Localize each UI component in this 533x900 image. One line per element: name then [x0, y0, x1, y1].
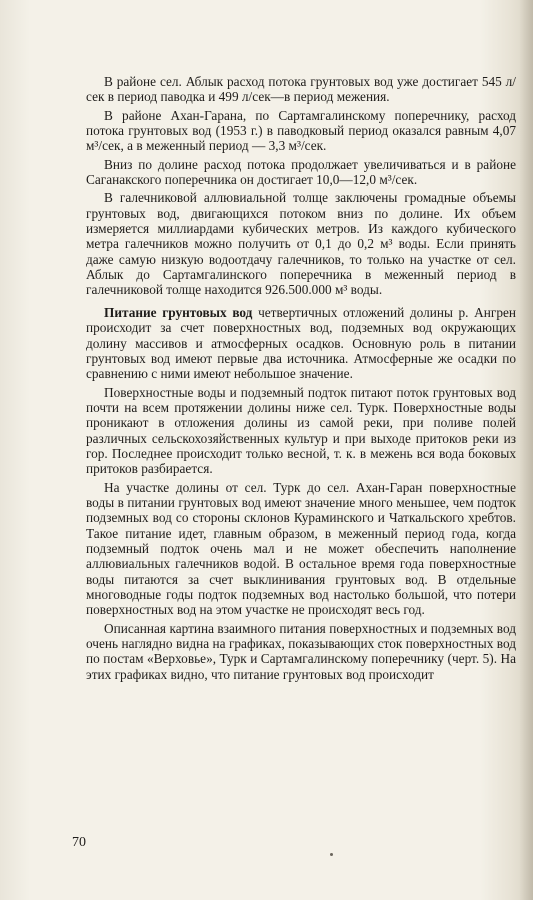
paragraph-2: В районе Ахан-Гарана, по Сартамгалинскому поперечнику, расход потока грунтовых вод (1953 г.) в паводковый период оказался равным 4,07 м³/сек, а в меженный период — 3,3 м³/сек. — [86, 107, 516, 154]
inline-heading: Питание грунтовых вод — [104, 304, 253, 320]
page-number: 70 — [72, 835, 86, 850]
document-body — [86, 74, 516, 682]
paragraph-4: В галечниковой аллювиальной толще заключены громадные объемы грунтовых вод, двигающихся потоком вниз по долине. Их объем измеряется миллиардами кубических метров. Из каждого кубического метра галечников можно получить от 0,1 до 0,2 м³ воды. Если принять даже самую низкую водоотдачу галечников, то только на участке от сел. Аблык до Сартамгалинского поперечника в меженный период в галечниковой толще находится 926.500.000 м³ воды. — [86, 190, 516, 298]
paragraph-7: На участке долины от сел. Турк до сел. Ахан-Гаран поверхностные воды в питании грунтовых вод имеют значение много меньшее, чем подток подземных вод со стороны склонов Кураминского и Чаткальского хребтов. Такое питание идет, главным образом, в меженный период года, когда подземный подток очень мал и не может обеспечить наполнение аллювиальных галечников водой. В остальное время года поверхностные воды питаются за счет выклинивания грунтовых вод. В отдельные многоводные годы подток подземных вод настолько большой, что потери поверхностных вод на этом участке не происходят весь год. — [86, 479, 516, 618]
paragraph-5-text: четвертичных отложений долины р. Ангрен происходит за счет поверхностных вод, подземных вод окружающих долину массивов и атмосферных осадков. Основную роль в питании грунтовых вод имеют первые два источника. Атмосферные же осадки по сравнению с ними имеют небольшое значение. — [86, 304, 516, 382]
paragraph-6: Поверхностные воды и подземный подток питают поток грунтовых вод почти на всем протяжении долины ниже сел. Турк. Поверхностные воды проникают в отложения долины из самой реки, при поливе полей различных сельскохозяйственных культур и при выходе притоков реки из гор. Последнее происходит только весной, т. к. в межень вся вода боковых притоков разбирается. — [86, 384, 516, 477]
paragraph-1: В районе сел. Аблык расход потока грунтовых вод уже достигает 545 л/сек в период паводка и 499 л/сек—в период межения. — [86, 74, 516, 105]
ink-speck — [330, 853, 333, 856]
page-edge-shadow — [519, 0, 533, 900]
paragraph-3: Вниз по долине расход потока продолжает увеличиваться и в районе Саганакского поперечника он достигает 10,0—12,0 м³/сек. — [86, 156, 516, 188]
paragraph-8: Описанная картина взаимного питания поверхностных и подземных вод очень наглядно видна на графиках, показывающих сток поверхностных вод по постам «Верховье», Турк и Сартамгалинскому поперечнику (черт. 5). На этих графиках видно, что питание грунтовых вод происходит — [86, 620, 516, 682]
paragraph-5 — [86, 305, 516, 382]
